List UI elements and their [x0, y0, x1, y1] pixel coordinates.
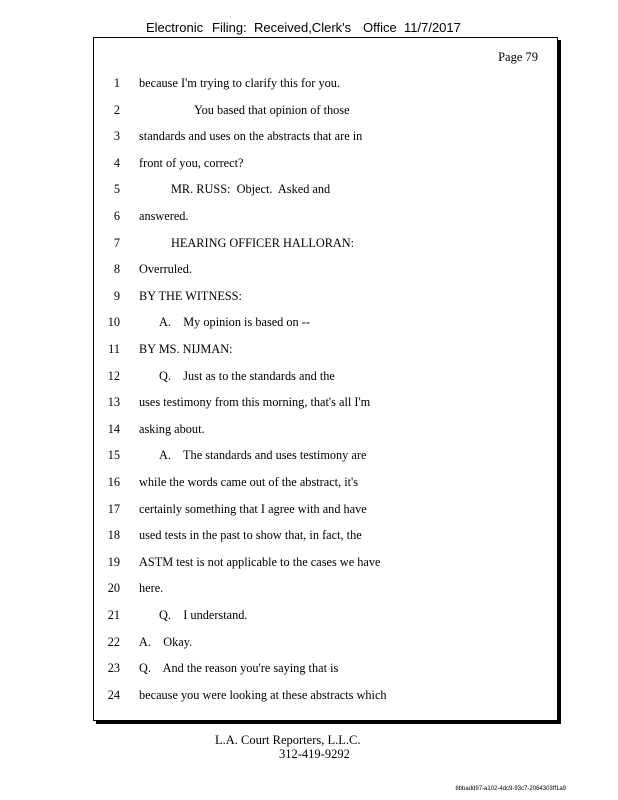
transcript-line	[94, 475, 557, 495]
line-text: BY MS. NIJMAN:	[139, 342, 233, 356]
transcript-line	[94, 289, 557, 309]
line-number: 4	[113, 155, 120, 170]
filing-stamp-filing: Filing:	[212, 20, 247, 35]
transcript-line	[94, 342, 557, 362]
line-number: 13	[107, 395, 120, 410]
transcript-line	[94, 182, 557, 202]
line-number: 17	[107, 501, 120, 516]
transcript-line	[94, 103, 557, 123]
transcript-line	[94, 156, 557, 176]
document-hash: 8bbadd97-a102-4dc9-93c7-2064303ff1a9	[455, 786, 566, 792]
reporter-company: L.A. Court Reporters, L.L.C.	[215, 733, 361, 747]
transcript-line	[94, 262, 557, 282]
line-number: 18	[107, 528, 120, 543]
filing-stamp-header	[0, 20, 618, 38]
line-text: certainly something that I agree with and have	[139, 501, 367, 516]
line-text: BY THE WITNESS:	[139, 288, 242, 303]
transcript-line	[94, 448, 557, 468]
line-number: 3	[113, 129, 120, 144]
line-text: A. Okay.	[139, 634, 193, 649]
transcript-line	[94, 661, 557, 681]
reporter-phone: 312-419-9292	[279, 747, 350, 761]
line-number: 1	[113, 76, 120, 90]
line-text: while the words came out of the abstract, it's	[139, 475, 359, 489]
line-number: 16	[107, 475, 120, 489]
transcript-line	[94, 315, 557, 335]
transcript-line	[94, 395, 557, 415]
line-text: Overruled.	[139, 262, 192, 277]
line-text: MR. RUSS: Object. Asked and	[171, 182, 331, 197]
transcript-line	[94, 528, 557, 548]
filing-stamp-received: Received,Clerk's	[254, 20, 352, 35]
line-number: 10	[107, 315, 120, 330]
line-number: 20	[107, 581, 120, 596]
filing-stamp-date: 11/7/2017	[404, 20, 461, 35]
line-text: Q. I understand.	[159, 608, 248, 622]
line-text: answered.	[139, 209, 189, 223]
line-number: 9	[113, 288, 120, 303]
line-number: 21	[107, 608, 120, 622]
transcript-line	[94, 581, 557, 601]
line-text: A. My opinion is based on --	[159, 315, 310, 330]
filing-stamp-electronic: Electronic	[146, 20, 204, 35]
line-number: 24	[107, 687, 120, 702]
line-number: 5	[113, 182, 120, 197]
line-text: here.	[139, 581, 164, 596]
line-text: because I'm trying to clarify this for you.	[139, 76, 340, 90]
line-number: 15	[107, 448, 120, 463]
line-number: 19	[107, 554, 120, 569]
line-number: 2	[113, 102, 120, 117]
line-text: Q. And the reason you're saying that is	[139, 661, 339, 676]
transcript-line	[94, 422, 557, 442]
line-text: asking about.	[139, 421, 205, 436]
line-number: 12	[107, 368, 120, 383]
filing-stamp-office: Office	[363, 20, 397, 35]
line-text: HEARING OFFICER HALLORAN:	[171, 235, 355, 250]
transcript-line	[94, 688, 557, 708]
transcript-line	[94, 129, 557, 149]
line-text: You based that opinion of those	[194, 102, 350, 117]
line-number: 22	[107, 634, 120, 649]
transcript-line	[94, 555, 557, 575]
line-number: 6	[113, 209, 120, 223]
transcript-line	[94, 76, 557, 96]
transcript-line	[94, 502, 557, 522]
line-text: used tests in the past to show that, in fact, the	[139, 528, 362, 543]
line-number: 23	[107, 661, 120, 676]
line-number: 8	[113, 262, 120, 277]
transcript-line	[94, 209, 557, 229]
page-number: Page 79	[498, 50, 538, 64]
line-text: uses testimony from this morning, that's all I'm	[139, 395, 371, 410]
transcript-line	[94, 369, 557, 389]
line-number: 7	[113, 235, 120, 250]
line-text: because you were looking at these abstracts which	[139, 687, 387, 702]
line-text: standards and uses on the abstracts that are in	[139, 129, 363, 144]
transcript-line	[94, 635, 557, 655]
transcript-line	[94, 608, 557, 628]
line-text: A. The standards and uses testimony are	[159, 448, 367, 463]
line-text: front of you, correct?	[139, 155, 244, 170]
line-text: ASTM test is not applicable to the cases we have	[139, 554, 381, 569]
transcript-page	[93, 37, 558, 721]
line-number: 11	[108, 342, 120, 356]
line-number: 14	[107, 421, 120, 436]
line-text: Q. Just as to the standards and the	[159, 368, 335, 383]
transcript-line	[94, 236, 557, 256]
